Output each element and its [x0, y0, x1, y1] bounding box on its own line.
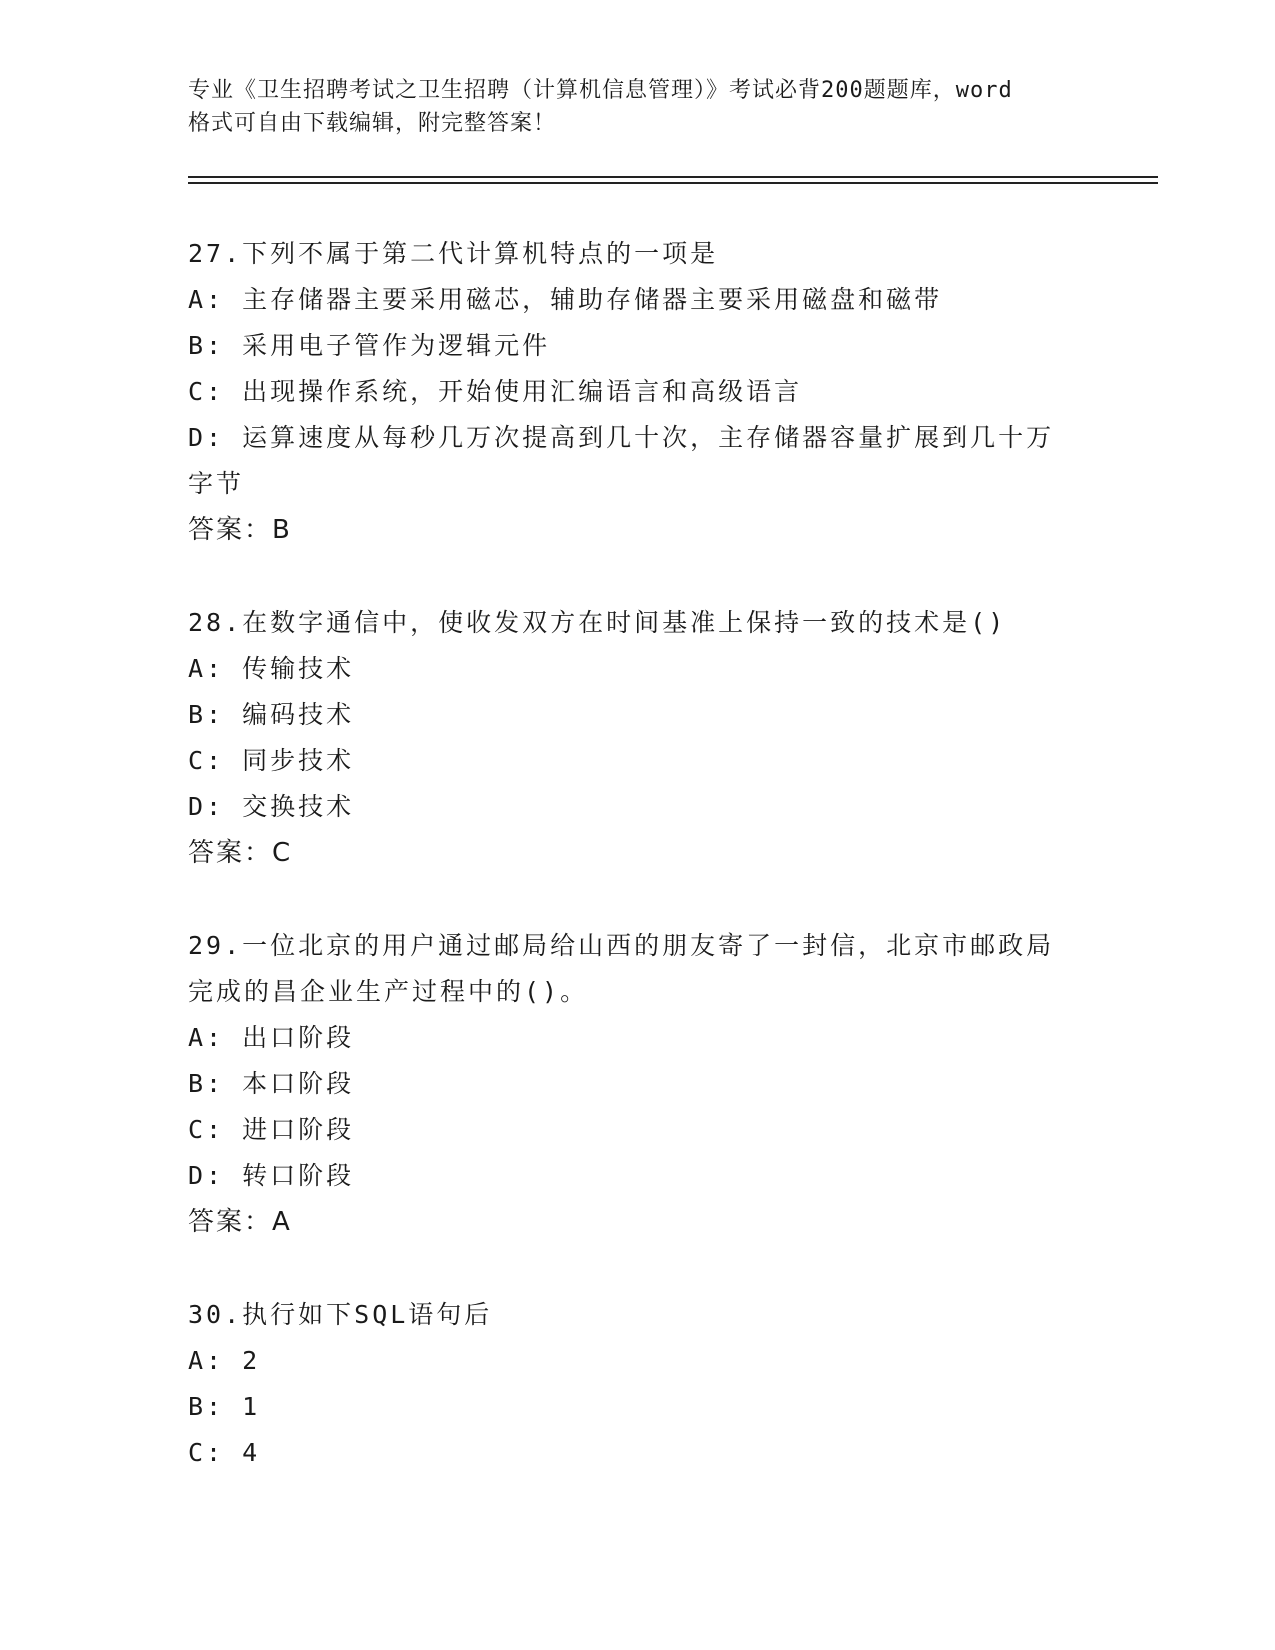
question-28: [188, 600, 1088, 876]
option-d: D: 转口阶段: [188, 1161, 355, 1190]
question-29: [188, 923, 1088, 1245]
answer-label: 答案：C: [188, 838, 293, 868]
header-title-line-1: 专业《卫生招聘考试之卫生招聘（计算机信息管理）》考试必背200题题库，word: [188, 78, 1013, 103]
header-divider-top: [188, 176, 1158, 178]
question-30: [188, 1292, 1088, 1476]
option-a: A: 出口阶段: [188, 1023, 355, 1052]
option-b: B: 编码技术: [188, 700, 355, 729]
question-list: [188, 231, 1088, 1523]
option-a: A: 主存储器主要采用磁芯，辅助存储器主要采用磁盘和磁带: [188, 285, 943, 314]
question-27: [188, 231, 1088, 553]
answer-label: 答案：B: [188, 515, 292, 545]
document-header: [188, 74, 1088, 140]
question-stem: 28.在数字通信中，使收发双方在时间基准上保持一致的技术是(): [188, 608, 1007, 637]
option-a: A: 2: [188, 1346, 261, 1375]
question-stem-continuation: 完成的昌企业生产过程中的()。: [188, 977, 589, 1006]
question-stem: 29.一位北京的用户通过邮局给山西的朋友寄了一封信，北京市邮政局: [188, 931, 1055, 960]
question-stem: 30.执行如下SQL语句后: [188, 1300, 493, 1329]
answer-label: 答案：A: [188, 1207, 292, 1237]
option-b: B: 本口阶段: [188, 1069, 355, 1098]
option-b: B: 采用电子管作为逻辑元件: [188, 331, 551, 360]
option-c: C: 出现操作系统，开始使用汇编语言和高级语言: [188, 377, 803, 406]
header-title-line-2: 格式可自由下载编辑，附完整答案！: [188, 111, 557, 136]
header-divider-bottom: [188, 182, 1158, 184]
option-c: C: 4: [188, 1438, 261, 1467]
option-d: D: 运算速度从每秒几万次提高到几十次，主存储器容量扩展到几十万: [188, 423, 1055, 452]
option-c: C: 同步技术: [188, 746, 355, 775]
option-b: B: 1: [188, 1392, 261, 1421]
option-a: A: 传输技术: [188, 654, 355, 683]
option-c: C: 进口阶段: [188, 1115, 355, 1144]
option-d: D: 交换技术: [188, 792, 355, 821]
question-stem: 27.下列不属于第二代计算机特点的一项是: [188, 239, 719, 268]
option-d-continuation: 字节: [188, 469, 245, 498]
